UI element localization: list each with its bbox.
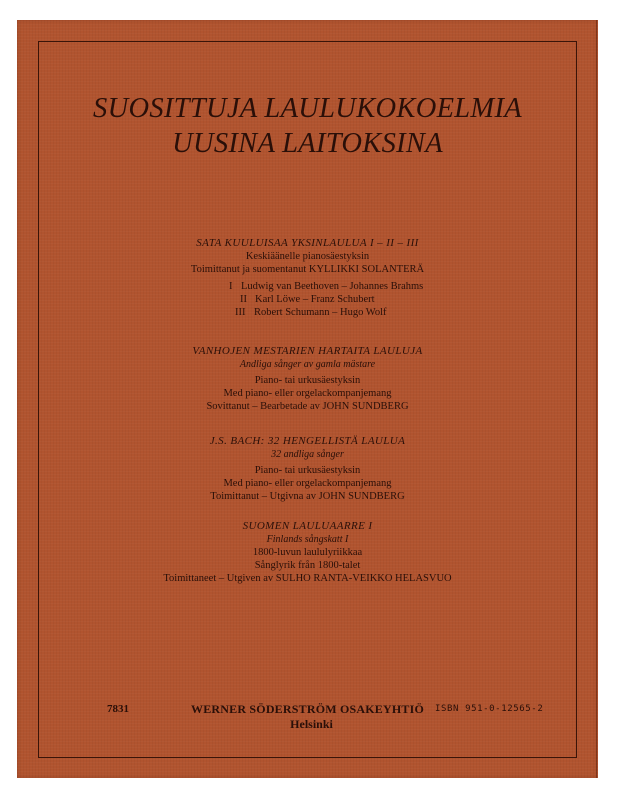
section-line: Sånglyrik från 1800-talet bbox=[254, 560, 361, 571]
composer-row bbox=[17, 280, 598, 293]
section-heading: VANHOJEN MESTARIEN HARTAITA LAULUJA bbox=[192, 345, 423, 357]
section-line: Piano- tai urkusäestyksin bbox=[254, 375, 361, 386]
section-heading: SUOMEN LAULUAARRE I bbox=[242, 520, 373, 532]
composer-row bbox=[17, 293, 598, 306]
section-line: Piano- tai urkusäestyksin bbox=[254, 465, 361, 476]
section-line: Toimittanut – Utgivna av JOHN SUNDBERG bbox=[210, 491, 405, 502]
isbn: ISBN 951-0-12565-2 bbox=[435, 704, 544, 714]
catalog-number: 7831 bbox=[107, 703, 129, 715]
section-line: Toimittanut ja suomentanut KYLLIKKI SOLANTERÄ bbox=[190, 264, 425, 275]
section-line: Toimittaneet – Utgiven av SULHO RANTA-VEIKKO HELASVUO bbox=[163, 573, 452, 584]
section-line: 1800-luvun laululyriikkaa bbox=[252, 547, 363, 558]
section-subtitle: Andliga sånger av gamla mästare bbox=[239, 359, 376, 370]
section-heading: J.S. BACH: 32 HENGELLISTÄ LAULUA bbox=[209, 435, 406, 447]
section-line: Med piano- eller orgelackompanjemang bbox=[223, 478, 392, 489]
publisher-city: Helsinki bbox=[290, 717, 333, 731]
publisher-name: WERNER SÖDERSTRÖM OSAKEYHTIÖ bbox=[191, 702, 424, 716]
volume-numeral: II bbox=[240, 294, 247, 305]
section-line: Sovittanut – Bearbetade av JOHN SUNDBERG bbox=[206, 401, 409, 412]
cover-title-line2: UUSINA LAITOKSINA bbox=[172, 128, 443, 159]
section-line: Keskiäänelle pianosäestyksin bbox=[245, 251, 370, 262]
volume-numeral: III bbox=[235, 307, 246, 318]
composer-list bbox=[17, 280, 598, 319]
section-vanhojen-mestarien bbox=[17, 345, 598, 413]
section-sata-kuuluisaa bbox=[17, 237, 598, 319]
volume-numeral: I bbox=[229, 281, 233, 292]
section-bach bbox=[17, 435, 598, 503]
cover-title-line1: SUOSITTUJA LAULUKOKOELMIA bbox=[93, 93, 522, 124]
composer-names: Robert Schumann – Hugo Wolf bbox=[254, 307, 387, 318]
section-subtitle: Finlands sångskatt I bbox=[266, 534, 349, 545]
section-suomen-lauluaarre bbox=[17, 520, 598, 585]
composer-row bbox=[17, 306, 598, 319]
section-line: Med piano- eller orgelackompanjemang bbox=[223, 388, 392, 399]
section-heading: SATA KUULUISAA YKSINLAULUA I – II – III bbox=[196, 237, 419, 249]
composer-names: Karl Löwe – Franz Schubert bbox=[255, 294, 375, 305]
section-subtitle: 32 andliga sånger bbox=[271, 449, 344, 460]
composer-names: Ludwig van Beethoven – Johannes Brahms bbox=[241, 281, 424, 292]
